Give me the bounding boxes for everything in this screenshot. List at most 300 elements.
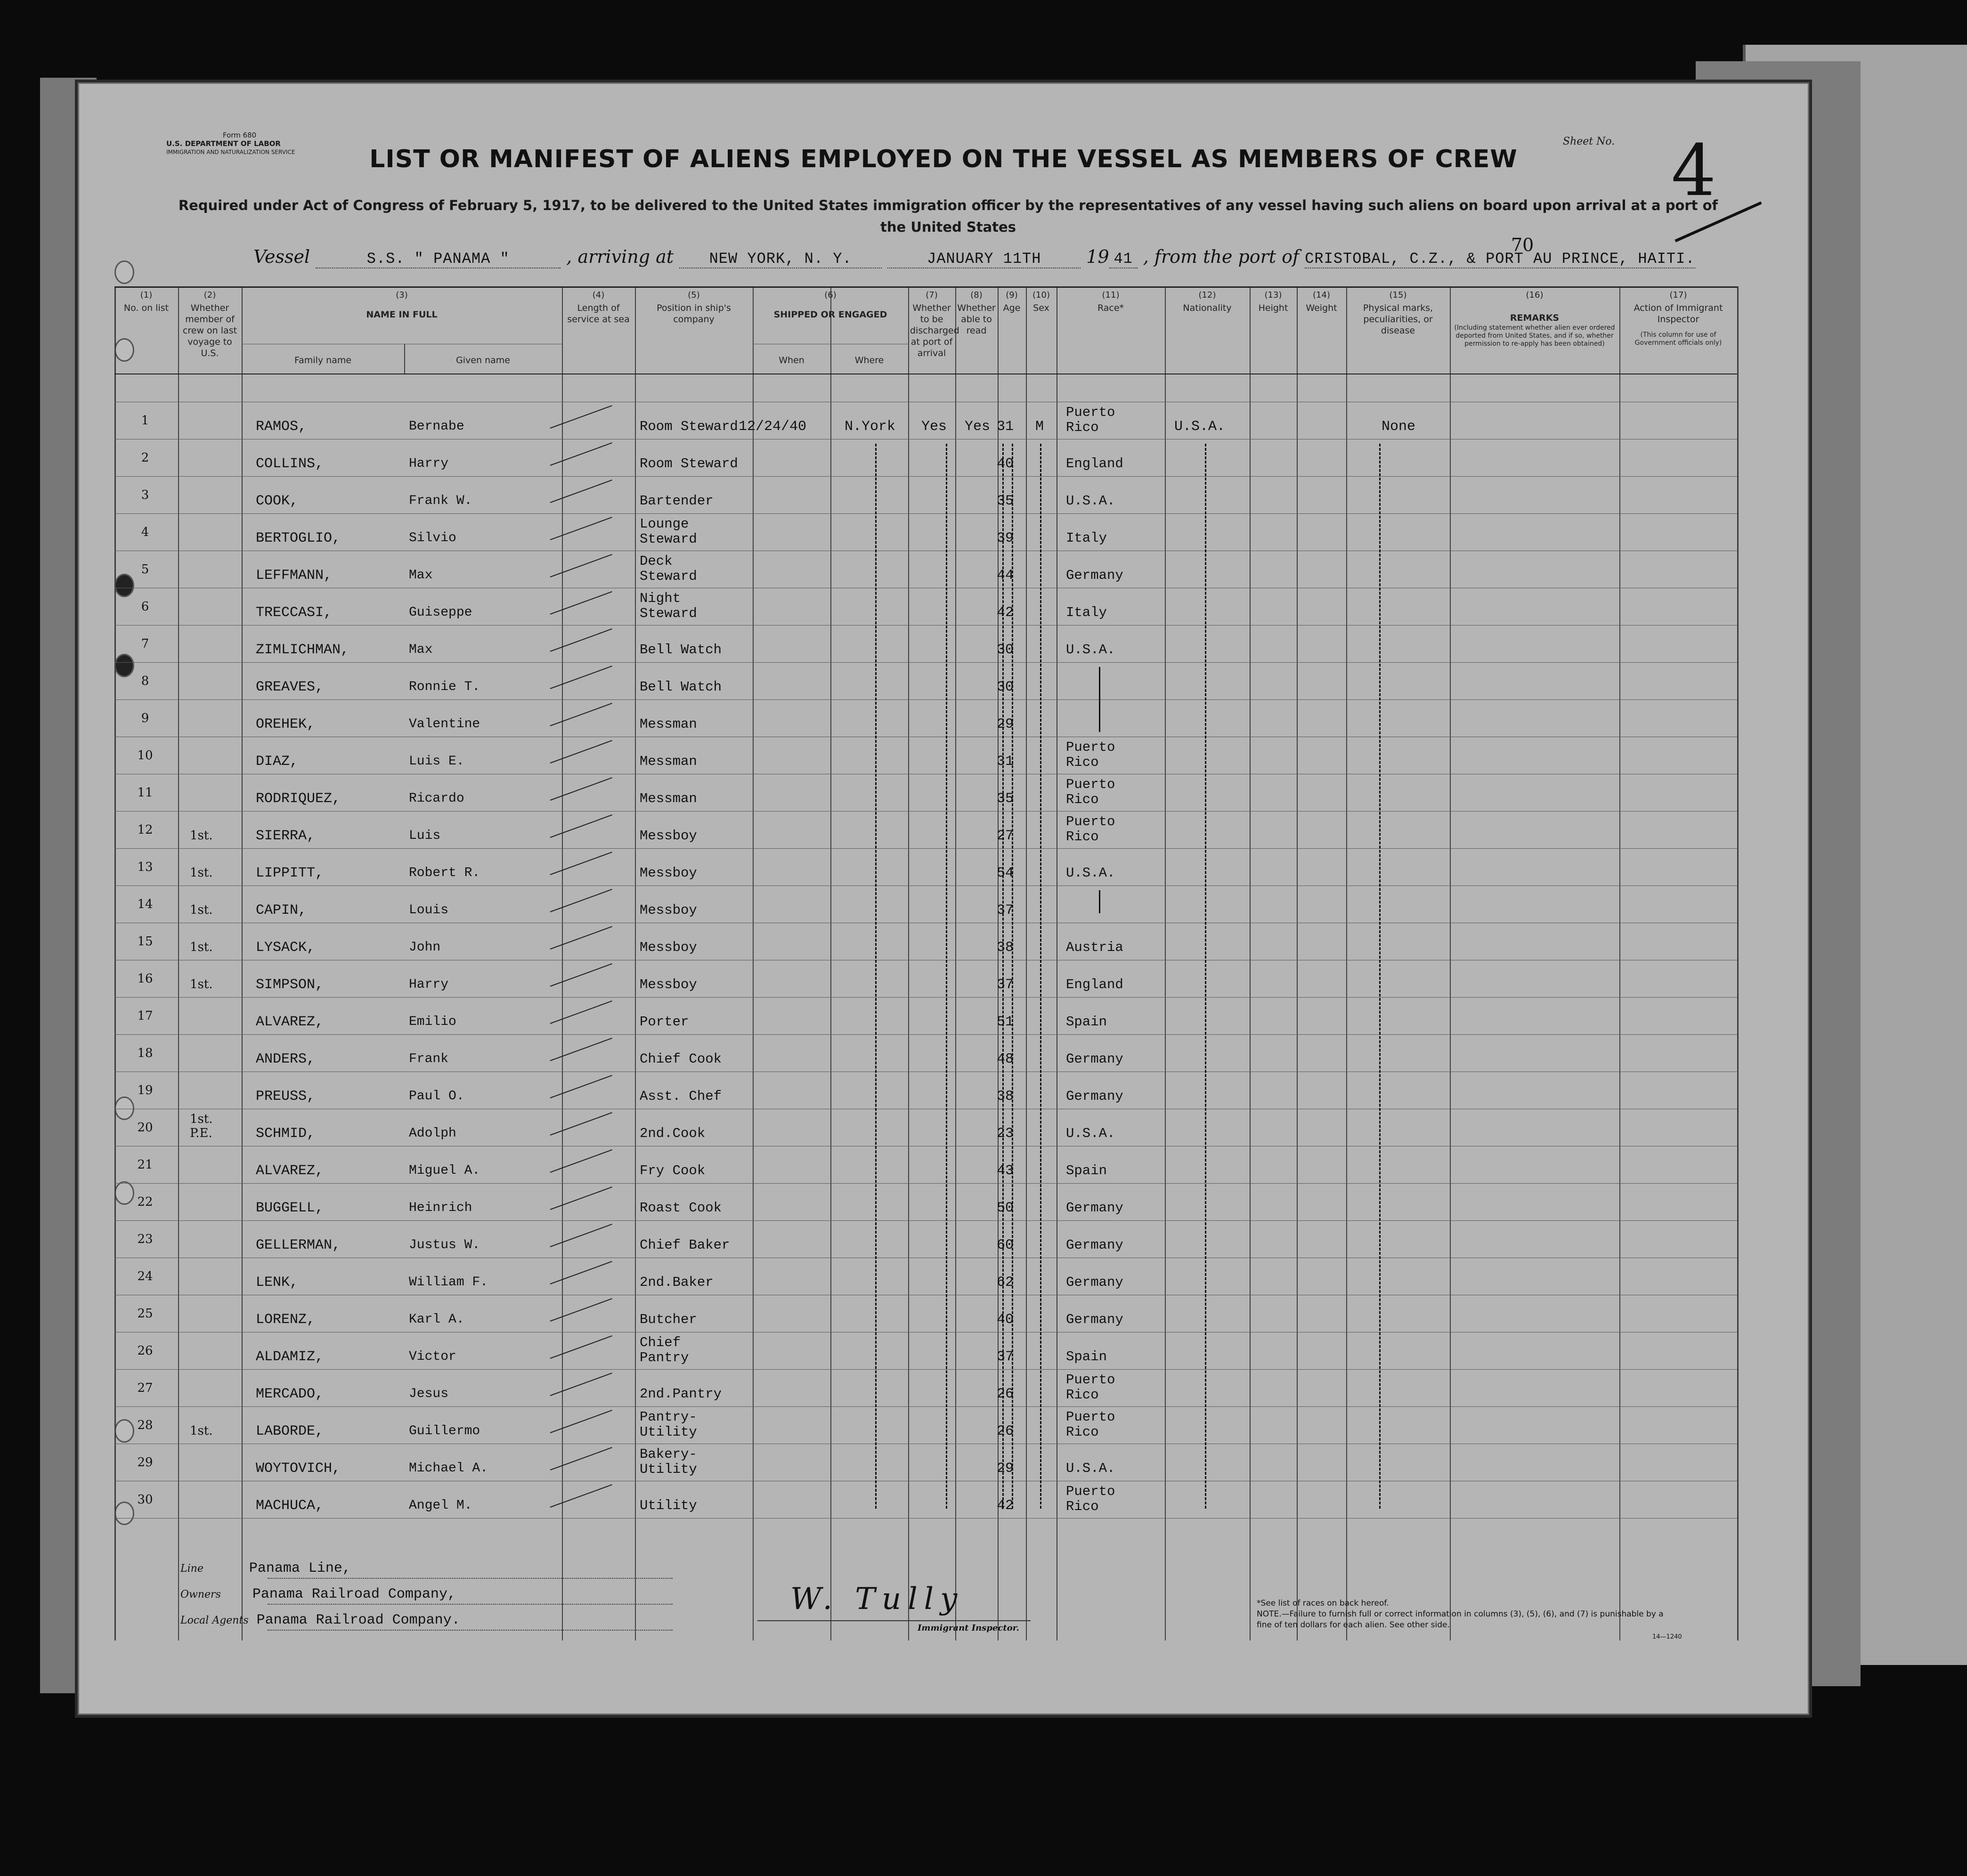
- family-name: LEFFMANN,: [256, 568, 333, 584]
- column-rule: [1737, 286, 1739, 1640]
- column-number: (7): [926, 290, 938, 300]
- race: U.S.A.: [1066, 493, 1115, 509]
- given-name: Silvio: [409, 531, 456, 545]
- service-tick: [550, 591, 612, 615]
- row-number: 22: [137, 1195, 153, 1209]
- owners-value: Panama Railroad Company,: [252, 1586, 456, 1602]
- service-tick: [550, 554, 612, 577]
- age: 35: [997, 493, 1014, 509]
- footer-agents: [180, 1612, 460, 1628]
- ditto-mark: [946, 444, 947, 1509]
- family-name: BERTOGLIO,: [256, 530, 341, 546]
- position: Messman: [640, 716, 697, 732]
- service-tick: [550, 1447, 612, 1470]
- crew-table: [79, 286, 1756, 1640]
- age: 37: [997, 1349, 1014, 1365]
- family-name: TRECCASI,: [256, 605, 333, 621]
- inspector-signature: W. Tully: [790, 1582, 964, 1616]
- previous-voyage: 1st.: [190, 866, 213, 880]
- family-name: ALVAREZ,: [256, 1014, 324, 1030]
- position: Night Steward: [640, 591, 697, 621]
- from-port-value: CRISTOBAL, C.Z., & PORT AU PRINCE, HAITI.: [1305, 250, 1695, 268]
- position: Pantry- Utility: [640, 1409, 697, 1440]
- previous-voyage: 1st.: [190, 1424, 213, 1438]
- position: 2nd.Pantry: [640, 1386, 722, 1402]
- previous-voyage: 1st.: [190, 903, 213, 917]
- when-header: When: [779, 355, 805, 365]
- previous-voyage: 1st. P.E.: [190, 1112, 213, 1140]
- family-name: RODRIQUEZ,: [256, 791, 341, 807]
- position: Asst. Chef: [640, 1088, 722, 1104]
- age: 31: [997, 419, 1014, 435]
- form-code: 14—1240: [1652, 1633, 1682, 1640]
- race: Spain: [1066, 1163, 1107, 1178]
- column-header: Whether member of crew on last voyage to U.S.: [182, 303, 237, 358]
- service-tick: [550, 666, 612, 689]
- given-name: William F.: [409, 1275, 488, 1290]
- family-name: GREAVES,: [256, 679, 324, 695]
- family-name: ZIMLICHMAN,: [256, 642, 350, 658]
- age: 29: [997, 716, 1014, 732]
- column-rule: [1619, 286, 1620, 1640]
- given-name: Guiseppe: [409, 605, 472, 620]
- position: Chief Cook: [640, 1051, 722, 1067]
- position: Porter: [640, 1014, 689, 1030]
- shipped-when: 12/24/40: [739, 419, 807, 435]
- family-name: SCHMID,: [256, 1126, 316, 1142]
- column-header: No. on list: [123, 303, 169, 313]
- owners-label: Owners: [180, 1589, 221, 1600]
- position: Chief Pantry: [640, 1335, 689, 1365]
- age: 37: [997, 977, 1014, 993]
- age: 44: [997, 568, 1014, 584]
- race-ditto: [1099, 890, 1100, 913]
- service-tick: [550, 889, 612, 912]
- given-name-header: Given name: [456, 355, 510, 365]
- column-number: (16): [1526, 290, 1544, 300]
- column-rule: [1297, 286, 1298, 1640]
- column-header: Position in ship's company: [657, 303, 731, 325]
- row-number: 5: [141, 562, 149, 577]
- race: Puerto Rico: [1066, 777, 1115, 807]
- given-name: Guillermo: [409, 1424, 480, 1438]
- row-number: 25: [137, 1307, 153, 1321]
- column-rule: [1346, 286, 1347, 1640]
- previous-voyage: 1st.: [190, 977, 213, 991]
- given-name: John: [409, 940, 441, 955]
- column-number: (5): [688, 290, 700, 300]
- service-tick: [550, 1484, 612, 1508]
- column-number: (12): [1198, 290, 1216, 300]
- given-name: Heinrich: [409, 1201, 472, 1215]
- family-name: WOYTOVICH,: [256, 1461, 341, 1477]
- service-tick: [550, 628, 612, 652]
- service-tick: [550, 926, 612, 950]
- family-name: OREHEK,: [256, 716, 316, 732]
- family-name: LORENZ,: [256, 1312, 316, 1328]
- service-tick: [550, 740, 612, 763]
- remarks-note: (Including statement whether alien ever ordered deported from United States, and if so, whether permission to re-apply has been obtained): [1454, 324, 1615, 348]
- family-name: BUGGELL,: [256, 1200, 324, 1216]
- column-header: Length of service at sea: [567, 303, 630, 325]
- column-number: (10): [1032, 290, 1050, 300]
- column-header: Age: [1003, 303, 1021, 313]
- row-rule: [114, 1369, 1737, 1370]
- given-name: Bernabe: [409, 419, 464, 434]
- form-number: Form 680: [223, 131, 257, 139]
- age: 43: [997, 1163, 1014, 1179]
- race: Puerto Rico: [1066, 405, 1115, 435]
- column-number: (9): [1006, 290, 1018, 300]
- footer-owners: [180, 1586, 456, 1602]
- age: 51: [997, 1014, 1014, 1030]
- family-name: LABORDE,: [256, 1423, 324, 1439]
- ditto-mark: [1002, 444, 1004, 1509]
- service-tick: [550, 1372, 612, 1396]
- from-label: , from the port of: [1143, 246, 1300, 267]
- family-name: MERCADO,: [256, 1386, 324, 1402]
- age: 38: [997, 940, 1014, 956]
- service-tick: [550, 1149, 612, 1173]
- column-header: SHIPPED OR ENGAGED: [773, 309, 887, 320]
- given-name: Paul O.: [409, 1089, 464, 1104]
- position: Butcher: [640, 1312, 697, 1327]
- previous-voyage: 1st.: [190, 828, 213, 843]
- age: 38: [997, 1088, 1014, 1104]
- row-rule: [114, 1034, 1737, 1035]
- given-name: Victor: [409, 1349, 456, 1364]
- discharged: Yes: [921, 419, 947, 435]
- column-number: (2): [203, 290, 216, 300]
- arriving-value: NEW YORK, N. Y.: [679, 250, 882, 268]
- race: Italy: [1066, 530, 1107, 546]
- age: 27: [997, 828, 1014, 844]
- family-name: RAMOS,: [256, 419, 307, 435]
- sheet-number-value: 4: [1671, 130, 1716, 212]
- position: Messboy: [640, 828, 697, 844]
- service-tick: [550, 517, 612, 540]
- given-name: Justus W.: [409, 1238, 480, 1252]
- family-name: ALVAREZ,: [256, 1163, 324, 1179]
- position: Messboy: [640, 977, 697, 992]
- position: Room Steward: [640, 456, 738, 471]
- given-name: Ronnie T.: [409, 680, 480, 694]
- age: 26: [997, 1386, 1014, 1402]
- line-value: Panama Line,: [249, 1560, 351, 1576]
- row-number: 9: [141, 711, 149, 725]
- age: 31: [997, 754, 1014, 770]
- family-name: PREUSS,: [256, 1088, 316, 1104]
- age: 54: [997, 865, 1014, 881]
- row-number: 24: [137, 1269, 153, 1283]
- row-rule: [114, 476, 1737, 477]
- age: 48: [997, 1051, 1014, 1067]
- age: 29: [997, 1461, 1014, 1477]
- department-line1: U.S. DEPARTMENT OF LABOR: [166, 139, 281, 148]
- age: 40: [997, 1312, 1014, 1328]
- race: Puerto Rico: [1066, 739, 1115, 770]
- column-rule: [955, 286, 956, 1640]
- previous-voyage: 1st.: [190, 940, 213, 954]
- nationality: U.S.A.: [1174, 419, 1226, 435]
- column-header: NAME IN FULL: [366, 309, 438, 320]
- age: 26: [997, 1423, 1014, 1439]
- row-number: 19: [137, 1083, 153, 1097]
- column-rule: [635, 286, 636, 1640]
- race: Germany: [1066, 1312, 1123, 1327]
- column-rule: [1450, 286, 1451, 1640]
- row-rule: [114, 885, 1737, 886]
- given-name: Angel M.: [409, 1498, 472, 1513]
- service-tick: [550, 852, 612, 875]
- race: Spain: [1066, 1349, 1107, 1364]
- row-number: 7: [141, 637, 149, 651]
- row-number: 13: [137, 860, 153, 874]
- row-number: 1: [141, 414, 149, 428]
- column-rule: [114, 286, 116, 1640]
- column-rule: [562, 286, 563, 1640]
- row-number: 4: [141, 525, 149, 539]
- row-number: 10: [137, 748, 153, 763]
- row-number: 26: [137, 1344, 153, 1358]
- row-rule: [114, 1406, 1737, 1407]
- row-rule: [114, 811, 1737, 812]
- service-tick: [550, 1224, 612, 1247]
- family-name: DIAZ,: [256, 754, 299, 770]
- service-tick: [550, 777, 612, 801]
- age: 50: [997, 1200, 1014, 1216]
- inspector-label: Immigrant Inspector.: [918, 1623, 1019, 1633]
- ditto-mark: [1205, 444, 1206, 1509]
- given-name: Max: [409, 568, 433, 583]
- given-name: Frank W.: [409, 494, 472, 508]
- age: 39: [997, 530, 1014, 546]
- position: Bakery- Utility: [640, 1446, 697, 1477]
- year-value: 41: [1109, 250, 1138, 268]
- column-header: Action of Immigrant Inspector: [1634, 303, 1723, 325]
- race: Puerto Rico: [1066, 814, 1115, 845]
- column-header: Sex: [1033, 303, 1049, 313]
- column-rule: [1250, 286, 1251, 1640]
- family-name: GELLERMAN,: [256, 1237, 341, 1253]
- column-header: Nationality: [1183, 303, 1232, 313]
- arriving-label: , arriving at: [566, 246, 674, 267]
- position: 2nd.Cook: [640, 1126, 706, 1141]
- position: Lounge Steward: [640, 516, 697, 547]
- service-tick: [550, 442, 612, 466]
- position: Fry Cook: [640, 1163, 706, 1178]
- where-header: Where: [854, 355, 884, 365]
- family-name: MACHUCA,: [256, 1498, 324, 1514]
- race: U.S.A.: [1066, 1461, 1115, 1476]
- race: U.S.A.: [1066, 642, 1115, 658]
- service-tick: [550, 405, 612, 429]
- footer-notes: [1257, 1598, 1666, 1631]
- race: Spain: [1066, 1014, 1107, 1030]
- row-number: 20: [137, 1121, 153, 1135]
- age: 37: [997, 902, 1014, 918]
- family-name: ANDERS,: [256, 1051, 316, 1067]
- race: Germany: [1066, 1237, 1123, 1253]
- sheet-number-label: Sheet No.: [1563, 136, 1615, 147]
- given-name: Luis E.: [409, 754, 464, 769]
- age: 60: [997, 1237, 1014, 1253]
- position: Roast Cook: [640, 1200, 722, 1216]
- given-name: Valentine: [409, 717, 480, 731]
- sex: M: [1035, 419, 1044, 435]
- position: Messman: [640, 754, 697, 769]
- age: 42: [997, 1498, 1014, 1514]
- vessel-value: S.S. " PANAMA ": [316, 250, 561, 268]
- family-name: SIERRA,: [256, 828, 316, 844]
- age: 40: [997, 456, 1014, 472]
- column-number: (8): [970, 290, 983, 300]
- given-name: Jesus: [409, 1387, 449, 1401]
- row-number: 17: [137, 1009, 153, 1023]
- race: Puerto Rico: [1066, 1484, 1115, 1514]
- row-rule: [114, 513, 1737, 514]
- family-name: COOK,: [256, 493, 299, 509]
- given-name: Ricardo: [409, 791, 464, 806]
- position: Bell Watch: [640, 679, 722, 695]
- manifest-subtitle: Required under Act of Congress of February 5, 1917, to be delivered to the United States immigration officer by the representatives of any vessel having such aliens on board upon arrival at a port of the United States: [178, 197, 1718, 235]
- row-number: 3: [141, 488, 149, 502]
- row-number: 18: [137, 1046, 153, 1060]
- column-number: (13): [1264, 290, 1282, 300]
- row-rule: [114, 699, 1737, 700]
- ditto-mark: [1379, 444, 1381, 1509]
- row-rule: [114, 1220, 1737, 1221]
- row-number: 27: [137, 1381, 153, 1395]
- service-tick: [550, 1410, 612, 1433]
- row-number: 21: [137, 1158, 153, 1172]
- action-note: (This column for use of Government officials only): [1634, 331, 1722, 347]
- column-header: Weight: [1306, 303, 1337, 313]
- arrival-date: JANUARY 11TH: [887, 250, 1081, 268]
- family-name-header: Family name: [294, 355, 352, 365]
- manifest-sheet: [78, 82, 1809, 1715]
- line-underline: [268, 1578, 673, 1579]
- signature-underline: [757, 1620, 1031, 1621]
- column-header: Height: [1258, 303, 1288, 313]
- agents-label: Local Agents: [180, 1615, 249, 1626]
- header-rule-top: [114, 286, 1737, 288]
- handwritten-number: 70: [1511, 235, 1534, 255]
- position: Messboy: [640, 865, 697, 881]
- position: Bartender: [640, 493, 714, 509]
- able-to-read: Yes: [965, 419, 991, 435]
- column-number: (17): [1669, 290, 1687, 300]
- race: Germany: [1066, 568, 1123, 583]
- position: Messboy: [640, 940, 697, 955]
- position: Deck Steward: [640, 553, 697, 584]
- service-tick: [550, 814, 612, 838]
- family-name: SIMPSON,: [256, 977, 324, 993]
- position: 2nd.Baker: [640, 1275, 714, 1290]
- column-rule: [908, 286, 909, 1640]
- given-name: Miguel A.: [409, 1163, 480, 1178]
- service-tick: [550, 1000, 612, 1024]
- owners-underline: [268, 1604, 673, 1605]
- row-number: 11: [137, 786, 153, 800]
- service-tick: [550, 1298, 612, 1322]
- age: 23: [997, 1126, 1014, 1142]
- row-number: 14: [137, 897, 153, 911]
- position: Messboy: [640, 902, 697, 918]
- family-name: LIPPITT,: [256, 865, 324, 881]
- manifest-title: LIST OR MANIFEST OF ALIENS EMPLOYED ON THE VESSEL AS MEMBERS OF CREW: [369, 145, 1518, 173]
- given-name: Luis: [409, 828, 441, 843]
- agents-value: Panama Railroad Company.: [256, 1612, 460, 1628]
- given-name: Emilio: [409, 1015, 456, 1029]
- column-number: (15): [1389, 290, 1407, 300]
- service-tick: [550, 1261, 612, 1284]
- race: Puerto Rico: [1066, 1409, 1115, 1440]
- family-name: CAPIN,: [256, 902, 307, 918]
- shipped-where: N.York: [845, 419, 896, 435]
- penalty-note: NOTE.—Failure to furnish full or correct information in columns (3), (5), (6), and (7) is punishable by a fine of ten dollars for each alien. See other side.: [1257, 1609, 1664, 1630]
- race: Austria: [1066, 940, 1123, 955]
- position: Room Steward: [640, 419, 738, 434]
- row-number: 12: [137, 823, 153, 837]
- row-number: 29: [137, 1455, 153, 1470]
- race: England: [1066, 977, 1123, 992]
- given-name: Robert R.: [409, 866, 480, 880]
- row-number: 6: [141, 600, 149, 614]
- row-number: 16: [137, 972, 153, 986]
- column-rule: [830, 286, 831, 1640]
- race: Germany: [1066, 1051, 1123, 1067]
- name-split-rule: [404, 344, 405, 374]
- service-tick: [550, 1075, 612, 1098]
- given-name: Harry: [409, 977, 449, 992]
- row-rule: [114, 848, 1737, 849]
- column-header: REMARKS: [1510, 313, 1560, 323]
- column-rule: [1165, 286, 1166, 1640]
- service-tick: [550, 1038, 612, 1061]
- age: 35: [997, 791, 1014, 807]
- department-line2: IMMIGRATION AND NATURALIZATION SERVICE: [166, 149, 295, 155]
- service-tick: [550, 703, 612, 726]
- race: Italy: [1066, 605, 1107, 620]
- race: Germany: [1066, 1088, 1123, 1104]
- row-number: 15: [137, 934, 153, 949]
- age: 62: [997, 1275, 1014, 1291]
- service-tick: [550, 1112, 612, 1136]
- age: 30: [997, 642, 1014, 658]
- year-prefix: 19: [1086, 246, 1109, 267]
- family-name: ALDAMIZ,: [256, 1349, 324, 1365]
- given-name: Louis: [409, 903, 449, 918]
- column-number: (1): [140, 290, 153, 300]
- column-number: (4): [592, 290, 605, 300]
- race-note: *See list of races on back hereof.: [1257, 1599, 1389, 1608]
- line-label: Line: [180, 1563, 203, 1575]
- punch-hole: [114, 260, 134, 284]
- column-number: (3): [396, 290, 408, 300]
- row-rule: [114, 1518, 1737, 1519]
- column-rule: [1026, 286, 1027, 1640]
- vessel-line: [253, 246, 1695, 268]
- row-number: 30: [137, 1493, 153, 1507]
- agents-underline: [268, 1630, 673, 1631]
- row-rule: [114, 997, 1737, 998]
- given-name: Michael A.: [409, 1461, 488, 1476]
- race-ditto: [1099, 667, 1100, 732]
- row-rule: [114, 1183, 1737, 1184]
- footer-line: [180, 1560, 351, 1576]
- given-name: Adolph: [409, 1126, 456, 1141]
